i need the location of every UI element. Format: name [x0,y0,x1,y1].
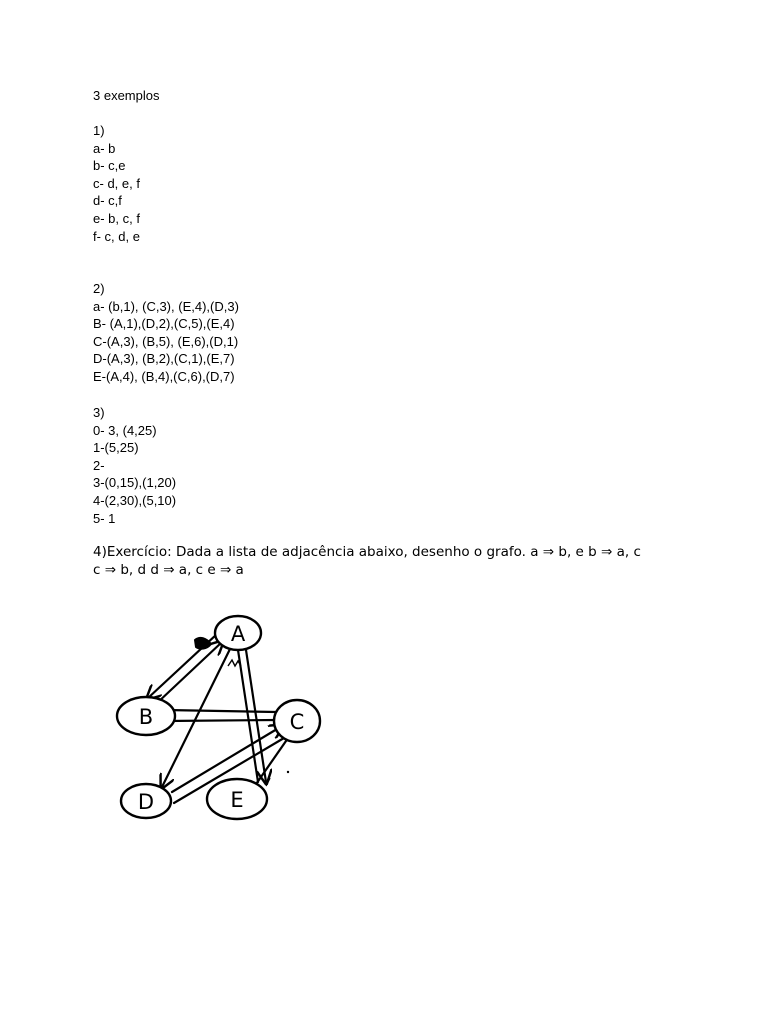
weighted-adjacency-line: B- (A,1),(D,2),(C,5),(E,4) [93,316,235,332]
example-3 [93,404,176,527]
edge-b-a [156,642,222,704]
adjacency-line: e- b, c, f [93,210,140,226]
weighted-adjacency-line: E-(A,4), (B,4),(C,6),(D,7) [93,368,235,384]
adjacency-line: a- b [93,140,116,156]
weighted-adjacency-line: 3-(0,15),(1,20) [93,475,177,491]
weighted-adjacency-line: D-(A,3), (B,2),(C,1),(E,7) [93,351,235,367]
weighted-adjacency-line: 1-(5,25) [93,440,139,456]
title-text: 3 exemplos [93,88,160,103]
node-b-label: B [138,705,154,729]
node-d-label: D [137,790,155,814]
example-3-heading: 3) [93,405,105,420]
weighted-adjacency-line: 5- 1 [93,510,116,526]
node-c-label: C [289,710,305,734]
weighted-adjacency-line: 0- 3, (4,25) [93,422,157,438]
weighted-adjacency-line: 2- [93,457,105,473]
exercise-4 [93,543,693,579]
example-1-heading: 1) [93,123,105,138]
adjacency-line: d- c,f [93,193,122,209]
example-2 [93,280,239,386]
node-e-label: E [230,788,244,812]
document-title [93,87,159,105]
example-2-heading: 2) [93,281,105,296]
edge-c-b [166,720,276,721]
ink-dot [287,771,289,773]
exercise-4-line-2: c ⇒ b, d d ⇒ a, c e ⇒ a [93,562,244,578]
adjacency-line: f- c, d, e [93,228,140,244]
hand-drawn-graph [100,600,340,830]
weighted-adjacency-line: C-(A,3), (B,5), (E,6),(D,1) [93,333,239,349]
node-a-label: A [230,622,246,646]
example-1 [93,122,140,245]
edge-e-c [254,741,286,787]
adjacency-line: b- c,e [93,158,126,174]
edge-b-c [166,710,276,712]
exercise-4-line-1: 4)Exercício: Dada a lista de adjacência abaixo, desenho o grafo. a ⇒ b, e b ⇒ a, c [93,544,641,560]
adjacency-line: c- d, e, f [93,175,140,191]
weighted-adjacency-line: a- (b,1), (C,3), (E,4),(D,3) [93,298,239,314]
weighted-adjacency-line: 4-(2,30),(5,10) [93,492,177,508]
ink-blob [195,638,211,649]
